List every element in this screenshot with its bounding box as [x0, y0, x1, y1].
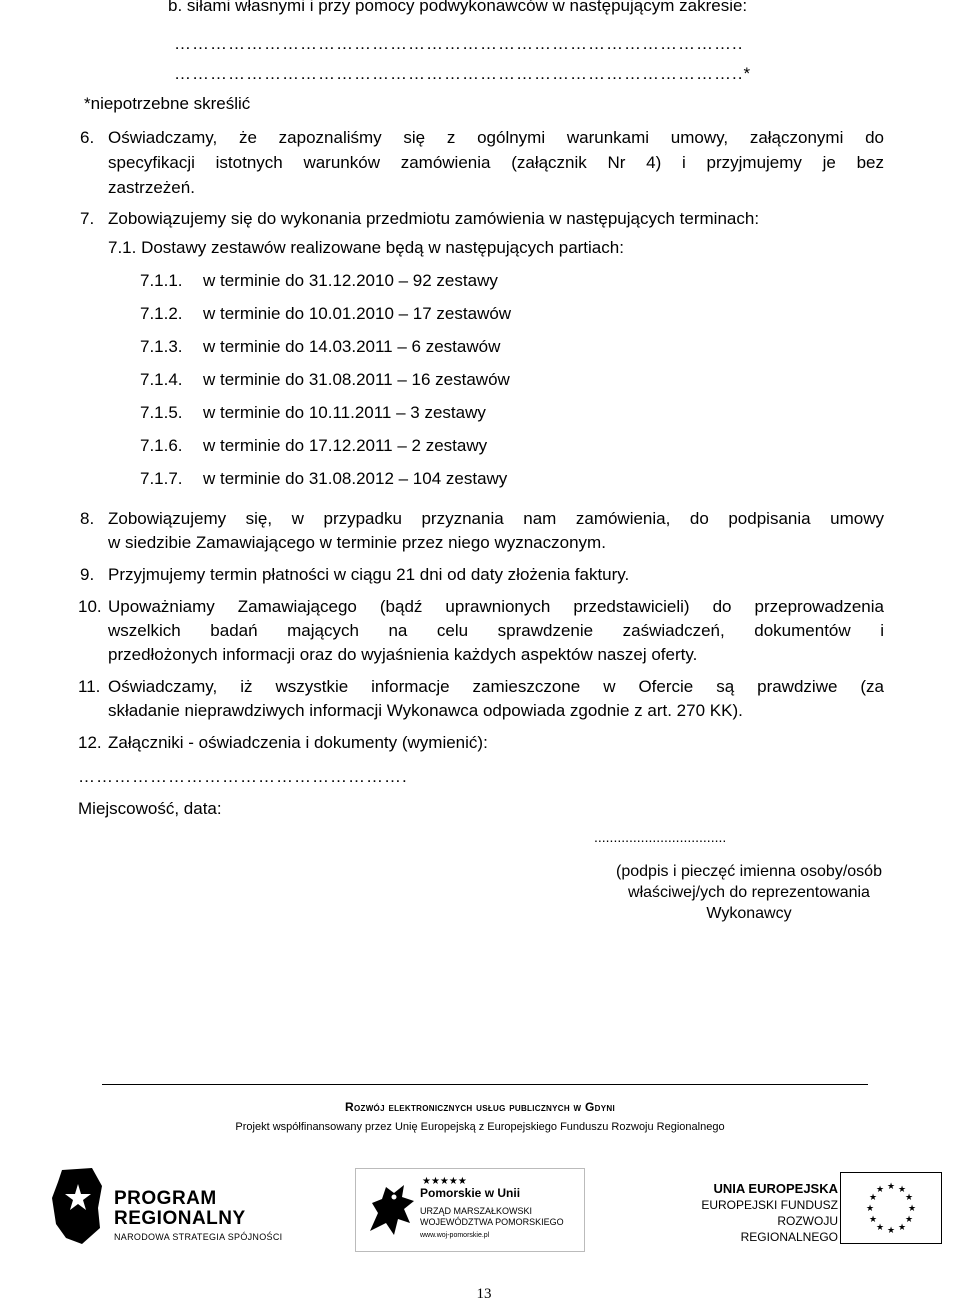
- item-b: b. siłami własnymi i przy pomocy podwykonawców w następującym zakresie:: [168, 0, 748, 15]
- signature-caption: [592, 861, 906, 924]
- item6-line-2: specyfikacji istotnych warunków zamówienia (załącznik Nr 4) i przyjmujemy je bez: [108, 153, 884, 172]
- delivery-text: w terminie do 31.12.2010 – 92 zestawy: [203, 271, 498, 290]
- svg-text:★: ★: [904, 1193, 914, 1203]
- eu-flag-stars-icon: [841, 1173, 941, 1243]
- item6-line-3: zastrzeżeń.: [108, 178, 195, 197]
- poland-map-icon: [52, 1168, 104, 1244]
- signature-line-2: właściwej/ych do reprezentowania: [628, 884, 870, 901]
- svg-text:★★★★★: ★★★★★: [422, 1176, 467, 1185]
- logo-pomorskie-line-1: Pomorskie w Unii: [420, 1186, 521, 1200]
- delivery-number: 7.1.3.: [140, 337, 183, 356]
- item7-text: Zobowiązujemy się do wykonania przedmiotu zamówienia w następujących terminach:: [108, 209, 760, 228]
- logo-program-line-3: NARODOWA STRATEGIA SPÓJNOŚCI: [114, 1232, 283, 1242]
- item10-line-3: przedłożonych informacji oraz do wyjaśnienia każdych aspektów naszej oferty.: [108, 645, 698, 664]
- item8-line-2: w siedzibie Zamawiającego w terminie przez niego wyznaczonym.: [108, 533, 606, 552]
- svg-text:★: ★: [886, 1226, 896, 1236]
- logo-eu-line-2: EUROPEJSKI FUNDUSZ: [701, 1198, 838, 1212]
- delivery-text: w terminie do 17.12.2011 – 2 zestawy: [203, 436, 488, 455]
- svg-text:★: ★: [907, 1204, 917, 1214]
- attachments-dots: ……………………………………………….: [78, 767, 408, 786]
- footer-divider: [102, 1084, 868, 1085]
- logo-program-regionalny: [52, 1168, 292, 1248]
- delivery-number: 7.1.1.: [140, 271, 183, 290]
- svg-text:★: ★: [886, 1182, 896, 1192]
- strike-note: *niepotrzebne skreślić: [84, 94, 251, 113]
- page-number: 13: [476, 1286, 492, 1302]
- item7-number: 7.: [80, 209, 95, 228]
- delivery-number: 7.1.5.: [140, 403, 183, 422]
- signature-line-3: Wykonawcy: [706, 905, 792, 922]
- footer-project-title: Rozwój elektronicznych usług publicznych w Gdyni: [345, 1100, 615, 1114]
- item10-line-1: Upoważniamy Zamawiającego (bądź uprawnionych przedstawicieli) do przeprowadzenia: [108, 597, 884, 616]
- svg-text:★: ★: [865, 1204, 875, 1214]
- item11-line-2: składanie nieprawdziwych informacji Wykonawca odpowiada zgodnie z art. 270 KK).: [108, 701, 743, 720]
- signature-line-1: (podpis i pieczęć imienna osoby/osób: [616, 863, 882, 880]
- logo-pomorskie: [355, 1168, 585, 1252]
- svg-text:★: ★: [868, 1193, 878, 1203]
- logo-eu-line-1: UNIA EUROPEJSKA: [713, 1181, 838, 1196]
- logo-unia-europejska: [690, 1180, 838, 1244]
- delivery-number: 7.1.7.: [140, 469, 183, 488]
- svg-text:★: ★: [897, 1185, 907, 1195]
- logo-program-line-1: PROGRAM: [114, 1188, 217, 1209]
- place-date-label: Miejscowość, data:: [78, 799, 222, 818]
- item11-line-1: Oświadczamy, iż wszystkie informacje zamieszczone w Ofercie są prawdziwe (za: [108, 677, 884, 696]
- footer-cofinance: Projekt współfinansowany przez Unię Europejską z Europejskiego Funduszu Rozwoju Regionalnego: [235, 1121, 725, 1133]
- dots-line-2: …………………………………………………………………………………..*: [174, 64, 752, 83]
- item11-number: 11.: [78, 677, 101, 696]
- item6-number: 6.: [80, 128, 95, 147]
- logo-pomorskie-url: www.woj-pomorskie.pl: [420, 1232, 490, 1239]
- item8-number: 8.: [80, 509, 95, 528]
- svg-text:★: ★: [875, 1185, 885, 1195]
- signature-dots: ..................................: [594, 829, 727, 845]
- item12-number: 12.: [78, 733, 102, 752]
- svg-text:★: ★: [897, 1223, 907, 1233]
- item9-number: 9.: [80, 565, 95, 584]
- logo-pomorskie-line-3: WOJEWÓDZTWA POMORSKIEGO: [420, 1217, 564, 1227]
- item7-1-text: 7.1. Dostawy zestawów realizowane będą w następujących partiach:: [108, 238, 624, 257]
- item10-number: 10.: [78, 597, 102, 616]
- delivery-text: w terminie do 31.08.2011 – 16 zestawów: [203, 370, 510, 389]
- logo-eu-line-3: ROZWOJU REGIONALNEGO: [740, 1214, 838, 1244]
- item12-text: Załączniki - oświadczenia i dokumenty (wymienić):: [108, 733, 488, 752]
- svg-text:★: ★: [875, 1223, 885, 1233]
- item9-text: Przyjmujemy termin płatności w ciągu 21 dni od daty złożenia faktury.: [108, 565, 630, 584]
- item8-line-1: Zobowiązujemy się, w przypadku przyznania nam zamówienia, do podpisania umowy: [108, 509, 884, 528]
- eu-flag: [840, 1172, 942, 1244]
- logo-program-line-2: REGIONALNY: [114, 1208, 246, 1229]
- delivery-text: w terminie do 14.03.2011 – 6 zestawów: [203, 337, 501, 356]
- svg-text:★: ★: [904, 1215, 914, 1225]
- delivery-number: 7.1.4.: [140, 370, 183, 389]
- delivery-text: w terminie do 10.01.2010 – 17 zestawów: [203, 304, 512, 323]
- svg-text:★: ★: [868, 1215, 878, 1225]
- griffin-emblem-icon: [360, 1179, 422, 1243]
- delivery-number: 7.1.6.: [140, 436, 183, 455]
- item10-line-2: wszelkich badań mających na celu sprawdzenie zaświadczeń, dokumentów i: [108, 621, 884, 640]
- delivery-number: 7.1.2.: [140, 304, 183, 323]
- dots-line-1: …………………………………………………………………………………..: [174, 34, 744, 53]
- delivery-text: w terminie do 10.11.2011 – 3 zestawy: [203, 403, 486, 422]
- logo-pomorskie-line-2: URZĄD MARSZAŁKOWSKI: [420, 1206, 533, 1216]
- item6-line-1: Oświadczamy, że zapoznaliśmy się z ogólnymi warunkami umowy, załączonymi do: [108, 128, 884, 147]
- eu-stars-icon: [422, 1175, 472, 1185]
- delivery-text: w terminie do 31.08.2012 – 104 zestawy: [203, 469, 508, 488]
